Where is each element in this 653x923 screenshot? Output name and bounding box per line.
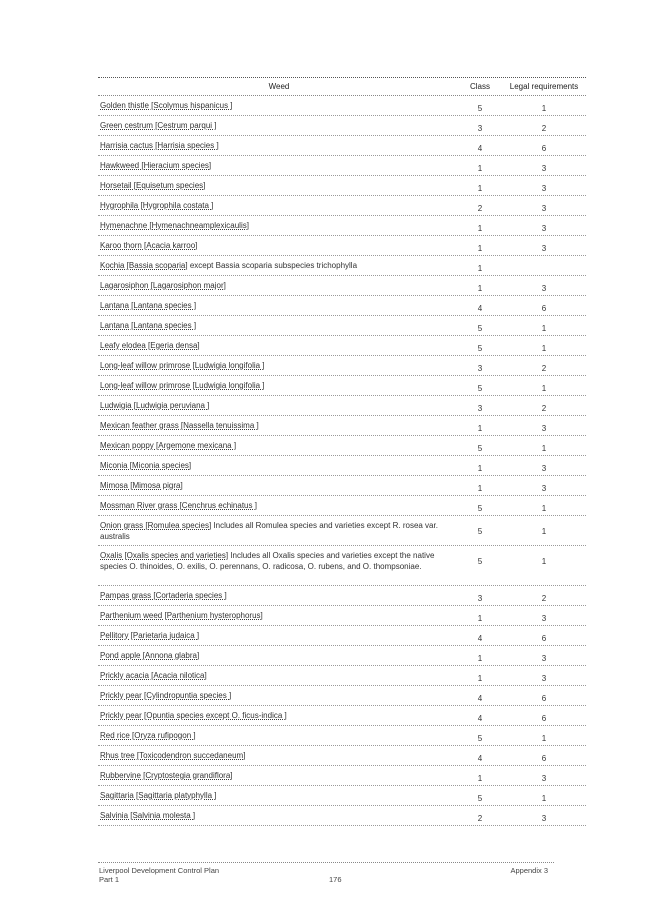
weed-class: 4 xyxy=(477,694,483,703)
weed-name: Mexican feather grass [Nassella tenuissima ] xyxy=(100,421,259,430)
table-row xyxy=(98,296,586,316)
weed-name: Hymenachne [Hymenachneamplexicaulis] xyxy=(100,221,249,230)
weed-class: 1 xyxy=(477,484,483,493)
weed-legal: 1 xyxy=(541,734,547,743)
weed-class: 1 xyxy=(477,464,483,473)
header-legal-requirements: Legal requirements xyxy=(509,82,579,91)
table-row xyxy=(98,626,586,646)
weed-class: 5 xyxy=(477,557,483,566)
table-row xyxy=(98,476,586,496)
weed-class: 5 xyxy=(477,504,483,513)
weed-class: 1 xyxy=(477,614,483,623)
weed-class: 1 xyxy=(477,424,483,433)
weed-class: 5 xyxy=(477,527,483,536)
weed-class: 1 xyxy=(477,284,483,293)
weed-legal: 1 xyxy=(541,794,547,803)
weed-class: 4 xyxy=(477,714,483,723)
table-row xyxy=(98,136,586,156)
weed-class: 1 xyxy=(477,774,483,783)
table-row xyxy=(98,356,586,376)
table-row xyxy=(98,806,586,826)
weed-name: Golden thistle [Scolymus hispanicus ] xyxy=(100,101,233,110)
weed-legal: 2 xyxy=(541,124,547,133)
page-number: 176 xyxy=(329,875,342,884)
footer-document-title xyxy=(99,866,219,884)
weed-name: Rubbervine [Cryptostegia grandiflora] xyxy=(100,771,233,780)
table-row xyxy=(98,606,586,626)
weed-name: Prickly pear [Cylindropuntia species ] xyxy=(100,691,232,700)
weed-legal: 3 xyxy=(541,464,547,473)
weed-note: except Bassia scoparia subspecies trichophylla xyxy=(187,261,358,270)
weed-name: Lantana [Lantana species ] xyxy=(100,321,197,330)
weed-name: Pond apple [Annona glabra] xyxy=(100,651,200,660)
weed-name: Onion grass [Romulea species] xyxy=(100,521,212,530)
weed-legal: 6 xyxy=(541,144,547,153)
table-row xyxy=(98,786,586,806)
weed-name: Rhus tree [Toxicodendron succedaneum] xyxy=(100,751,246,760)
table-row xyxy=(98,276,586,296)
footer-part-line: Part 1 xyxy=(99,875,120,884)
weed-name: Prickly pear [Opuntia species except O. ficus-indica ] xyxy=(100,711,287,720)
table-row xyxy=(98,766,586,786)
weed-legal: 1 xyxy=(541,557,547,566)
header-weed: Weed xyxy=(268,82,290,91)
header-class: Class xyxy=(469,82,490,91)
weed-name: Long-leaf willow primrose [Ludwigia longifolia ] xyxy=(100,361,265,370)
weed-class: 5 xyxy=(477,324,483,333)
weed-class: 4 xyxy=(477,634,483,643)
weed-legal: 2 xyxy=(541,364,547,373)
weed-note: Includes all Oxalis species and varieties except the native species O. thinoides, O. exilis, O. perennans, O. radicosa, O. rubens, and O. thompsoniae. xyxy=(100,551,435,571)
weed-table xyxy=(98,77,586,826)
weed-legal: 3 xyxy=(541,484,547,493)
weed-name: Long-leaf willow primrose [Ludwigia longifolia ] xyxy=(100,381,265,390)
table-row xyxy=(98,336,586,356)
weed-legal: 1 xyxy=(541,104,547,113)
weed-class: 1 xyxy=(477,264,483,273)
weed-class: 5 xyxy=(477,344,483,353)
weed-legal: 6 xyxy=(541,694,547,703)
weed-name: Lantana [Lantana species ] xyxy=(100,301,197,310)
weed-class: 3 xyxy=(477,124,483,133)
weed-name: Leafy elodea [Egeria densa] xyxy=(100,341,200,350)
weed-class: 4 xyxy=(477,144,483,153)
footer-title-line: Liverpool Development Control Plan xyxy=(99,866,220,875)
weed-note: Includes all Romulea species and varieties except R. rosea var. australis xyxy=(100,521,438,541)
weed-legal xyxy=(502,260,586,263)
table-header xyxy=(98,77,586,96)
weed-legal: 6 xyxy=(541,714,547,723)
weed-class: 4 xyxy=(477,754,483,763)
weed-name: Hawkweed [Hieracium species] xyxy=(100,161,212,170)
table-row xyxy=(98,376,586,396)
table-row xyxy=(98,586,586,606)
weed-class: 1 xyxy=(477,224,483,233)
weed-legal: 1 xyxy=(541,324,547,333)
weed-class: 1 xyxy=(477,164,483,173)
weed-name: Sagittaria [Sagittaria platyphylla ] xyxy=(100,791,217,800)
weed-legal: 3 xyxy=(541,674,547,683)
weed-name: Harrisia cactus [Harrisia species ] xyxy=(100,141,219,150)
weed-class: 1 xyxy=(477,674,483,683)
table-row xyxy=(98,546,586,586)
weed-name: Lagarosiphon [Lagarosiphon major] xyxy=(100,281,226,290)
weed-legal: 3 xyxy=(541,814,547,823)
weed-class: 2 xyxy=(477,814,483,823)
table-row xyxy=(98,156,586,176)
weed-legal: 6 xyxy=(541,754,547,763)
table-row xyxy=(98,726,586,746)
weed-name: Red rice [Oryza rufipogon ] xyxy=(100,731,196,740)
table-row xyxy=(98,196,586,216)
footer-appendix: Appendix 3 xyxy=(510,866,548,875)
weed-legal: 1 xyxy=(541,384,547,393)
table-row xyxy=(98,416,586,436)
weed-name: Mossman River grass [Cenchrus echinatus ] xyxy=(100,501,257,510)
weed-class: 5 xyxy=(477,444,483,453)
weed-class: 5 xyxy=(477,734,483,743)
table-row xyxy=(98,176,586,196)
weed-legal: 6 xyxy=(541,634,547,643)
table-row xyxy=(98,256,586,276)
weed-legal: 1 xyxy=(541,444,547,453)
weed-class: 3 xyxy=(477,364,483,373)
weed-name: Kochia [Bassia scoparia] xyxy=(100,261,188,270)
weed-name: Miconia [Miconia species] xyxy=(100,461,192,470)
weed-name: Hygrophila [Hygrophila costata ] xyxy=(100,201,214,210)
weed-name: Pellitory [Parietaria judaica ] xyxy=(100,631,200,640)
weed-class: 3 xyxy=(477,404,483,413)
table-row xyxy=(98,116,586,136)
table-row xyxy=(98,316,586,336)
weed-name: Parthenium weed [Parthenium hysterophorus] xyxy=(100,611,263,620)
weed-legal: 1 xyxy=(541,527,547,536)
weed-legal: 3 xyxy=(541,184,547,193)
weed-class: 3 xyxy=(477,594,483,603)
table-row xyxy=(98,496,586,516)
table-row xyxy=(98,236,586,256)
weed-legal: 2 xyxy=(541,594,547,603)
weed-name: Mexican poppy [Argemone mexicana ] xyxy=(100,441,237,450)
weed-legal: 3 xyxy=(541,424,547,433)
page-footer xyxy=(98,862,554,887)
weed-name: Green cestrum [Cestrum parqui ] xyxy=(100,121,217,130)
weed-legal: 3 xyxy=(541,204,547,213)
weed-legal: 6 xyxy=(541,304,547,313)
weed-class: 1 xyxy=(477,244,483,253)
weed-legal: 3 xyxy=(541,224,547,233)
table-row xyxy=(98,516,586,546)
weed-name: Mimosa [Mimosa pigra] xyxy=(100,481,183,490)
weed-legal: 3 xyxy=(541,284,547,293)
table-row xyxy=(98,456,586,476)
weed-class: 2 xyxy=(477,204,483,213)
weed-class: 5 xyxy=(477,794,483,803)
weed-name: Prickly acacia [Acacia nilotica] xyxy=(100,671,207,680)
weed-class: 5 xyxy=(477,104,483,113)
table-row xyxy=(98,396,586,416)
weed-class: 4 xyxy=(477,304,483,313)
table-row xyxy=(98,216,586,236)
weed-class: 1 xyxy=(477,654,483,663)
weed-name: Salvinia [Salvinia molesta ] xyxy=(100,811,196,820)
weed-legal: 3 xyxy=(541,774,547,783)
weed-name: Oxalis [Oxalis species and varieties] xyxy=(100,551,229,560)
weed-legal: 3 xyxy=(541,654,547,663)
weed-legal: 1 xyxy=(541,504,547,513)
weed-name: Karoo thorn [Acacia karroo] xyxy=(100,241,198,250)
weed-legal: 1 xyxy=(541,344,547,353)
table-row xyxy=(98,436,586,456)
weed-name: Pampas grass [Cortaderia species ] xyxy=(100,591,227,600)
weed-legal: 3 xyxy=(541,164,547,173)
weed-legal: 3 xyxy=(541,614,547,623)
weed-class: 5 xyxy=(477,384,483,393)
weed-legal: 2 xyxy=(541,404,547,413)
table-row xyxy=(98,686,586,706)
weed-legal: 3 xyxy=(541,244,547,253)
table-row xyxy=(98,746,586,766)
weed-name: Horsetail [Equisetum species] xyxy=(100,181,206,190)
weed-name: Ludwigia [Ludwigia peruviana ] xyxy=(100,401,210,410)
table-row xyxy=(98,706,586,726)
table-row xyxy=(98,666,586,686)
table-row xyxy=(98,646,586,666)
table-row xyxy=(98,96,586,116)
weed-class: 1 xyxy=(477,184,483,193)
